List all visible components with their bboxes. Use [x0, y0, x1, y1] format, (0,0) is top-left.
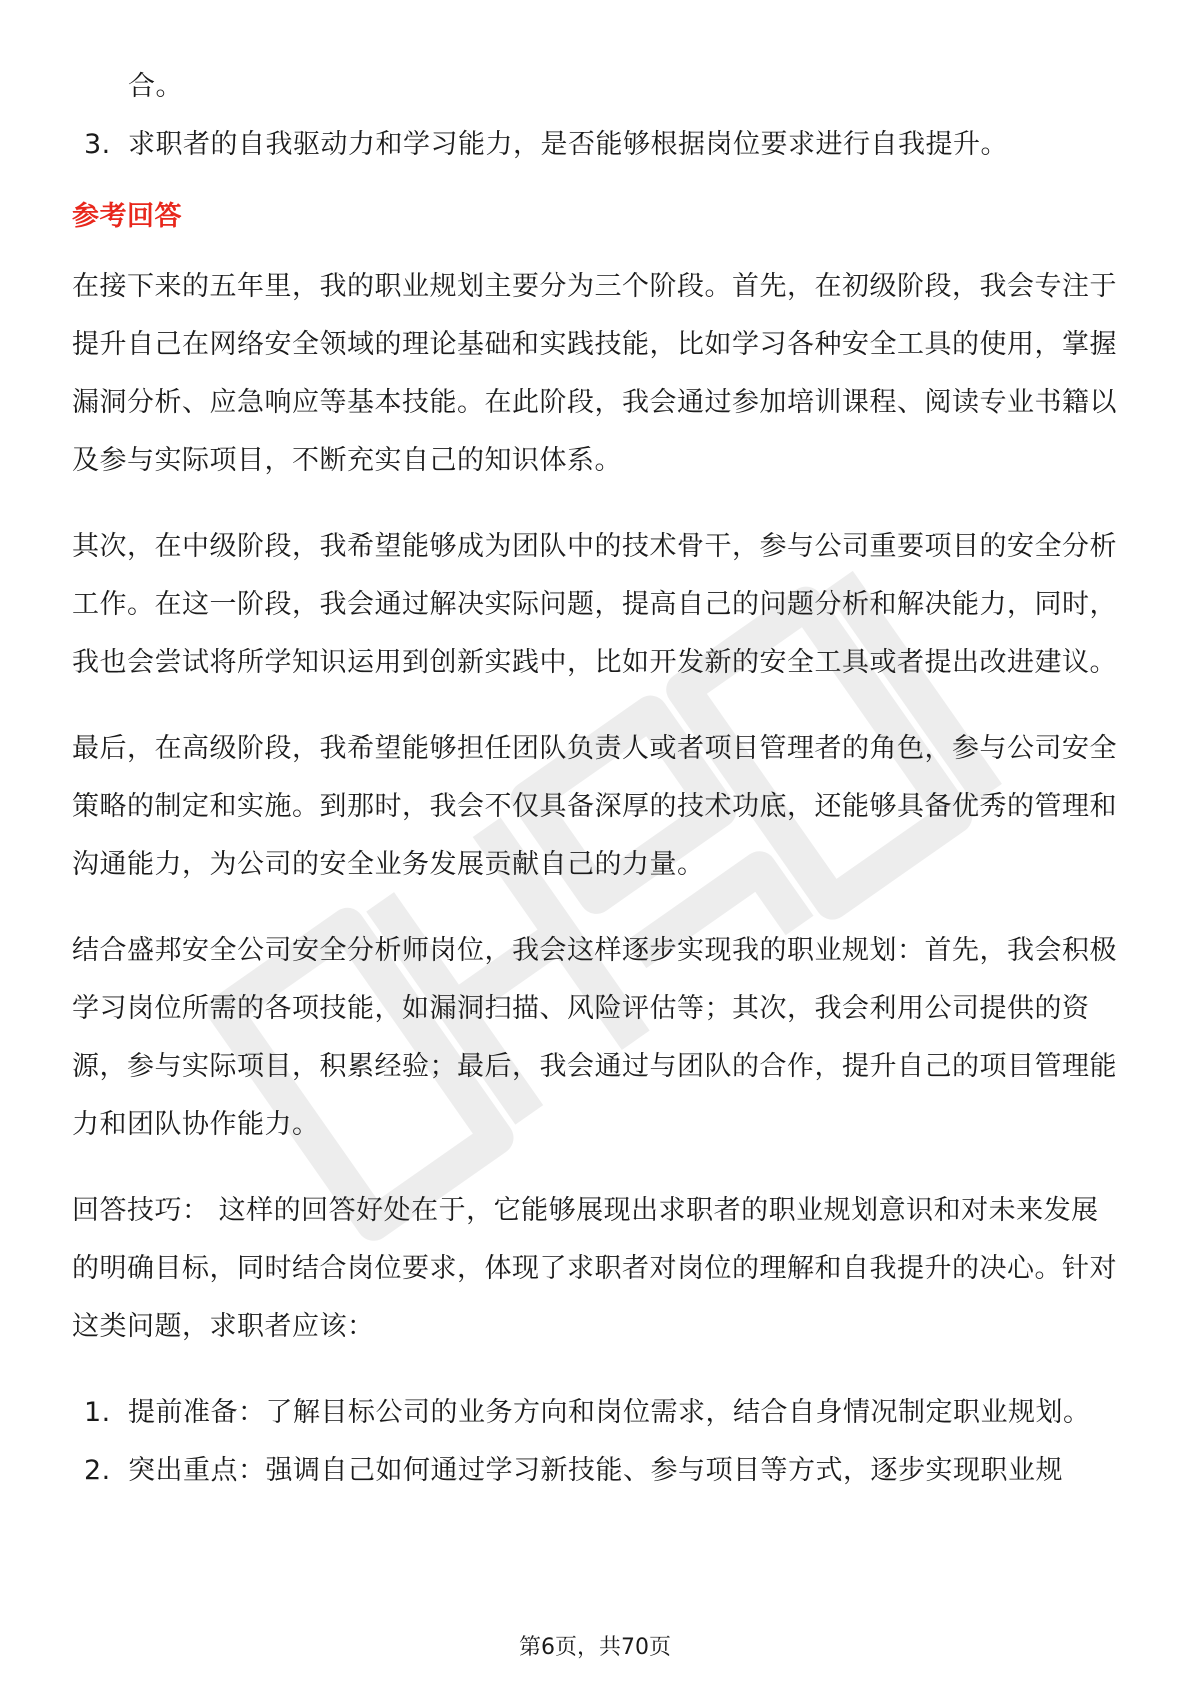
list-item-text: 提前准备：了解目标公司的业务方向和岗位需求，结合自身情况制定职业规划。: [128, 1397, 1091, 1428]
answer-paragraph: 在接下来的五年里，我的职业规划主要分为三个阶段。首先，在初级阶段，我会专注于提升自己在网络安全领域的理论基础和实践技能，比如学习各种安全工具的使用，掌握漏洞分析、应急响应等基本技能。在此阶段，我会通过参加培训课程、阅读专业书籍以及参与实际项目，不断充实自己的知识体系。: [72, 271, 1117, 476]
list-item-text: 求职者的自我驱动力和学习能力，是否能够根据岗位要求进行自我提升。: [128, 129, 1008, 160]
list-item-text: 突出重点：强调自己如何通过学习新技能、参与项目等方式，逐步实现职业规: [128, 1455, 1063, 1486]
answer-paragraph: 其次，在中级阶段，我希望能够成为团队中的技术骨干，参与公司重要项目的安全分析工作。在这一阶段，我会通过解决实际问题，提高自己的问题分析和解决能力，同时，我也会尝试将所学知识运用到创新实践中，比如开发新的安全工具或者提出改进建议。: [72, 531, 1117, 678]
list-number: 1.: [84, 1397, 111, 1428]
list-item-continuation: 合。: [128, 71, 183, 102]
answer-paragraph: 最后，在高级阶段，我希望能够担任团队负责人或者项目管理者的角色，参与公司安全策略的制定和实施。到那时，我会不仅具备深厚的技术功底，还能够具备优秀的管理和沟通能力，为公司的安全业务发展贡献自己的力量。: [72, 733, 1117, 880]
document-body: [72, 58, 1118, 1500]
tips-list-item: [72, 1384, 1118, 1442]
list-number: 2.: [84, 1455, 111, 1486]
tips-paragraph: 回答技巧： 这样的回答好处在于，它能够展现出求职者的职业规划意识和对未来发展的明确目标，同时结合岗位要求，体现了求职者对岗位的理解和自我提升的决心。针对这类问题，求职者应该：: [72, 1195, 1117, 1342]
answer-paragraph: 结合盛邦安全公司安全分析师岗位，我会这样逐步实现我的职业规划：首先，我会积极学习岗位所需的各项技能，如漏洞扫描、风险评估等；其次，我会利用公司提供的资源，参与实际项目，积累经验；最后，我会通过与团队的合作，提升自己的项目管理能力和团队协作能力。: [72, 935, 1117, 1140]
section-heading: 参考回答: [72, 201, 182, 232]
list-number: 3.: [84, 129, 111, 160]
tips-list: [72, 1384, 1118, 1500]
criteria-list-item: [72, 116, 1118, 174]
tips-list-item: [72, 1442, 1118, 1500]
page-number-footer: 第6页，共70页: [519, 1635, 671, 1660]
